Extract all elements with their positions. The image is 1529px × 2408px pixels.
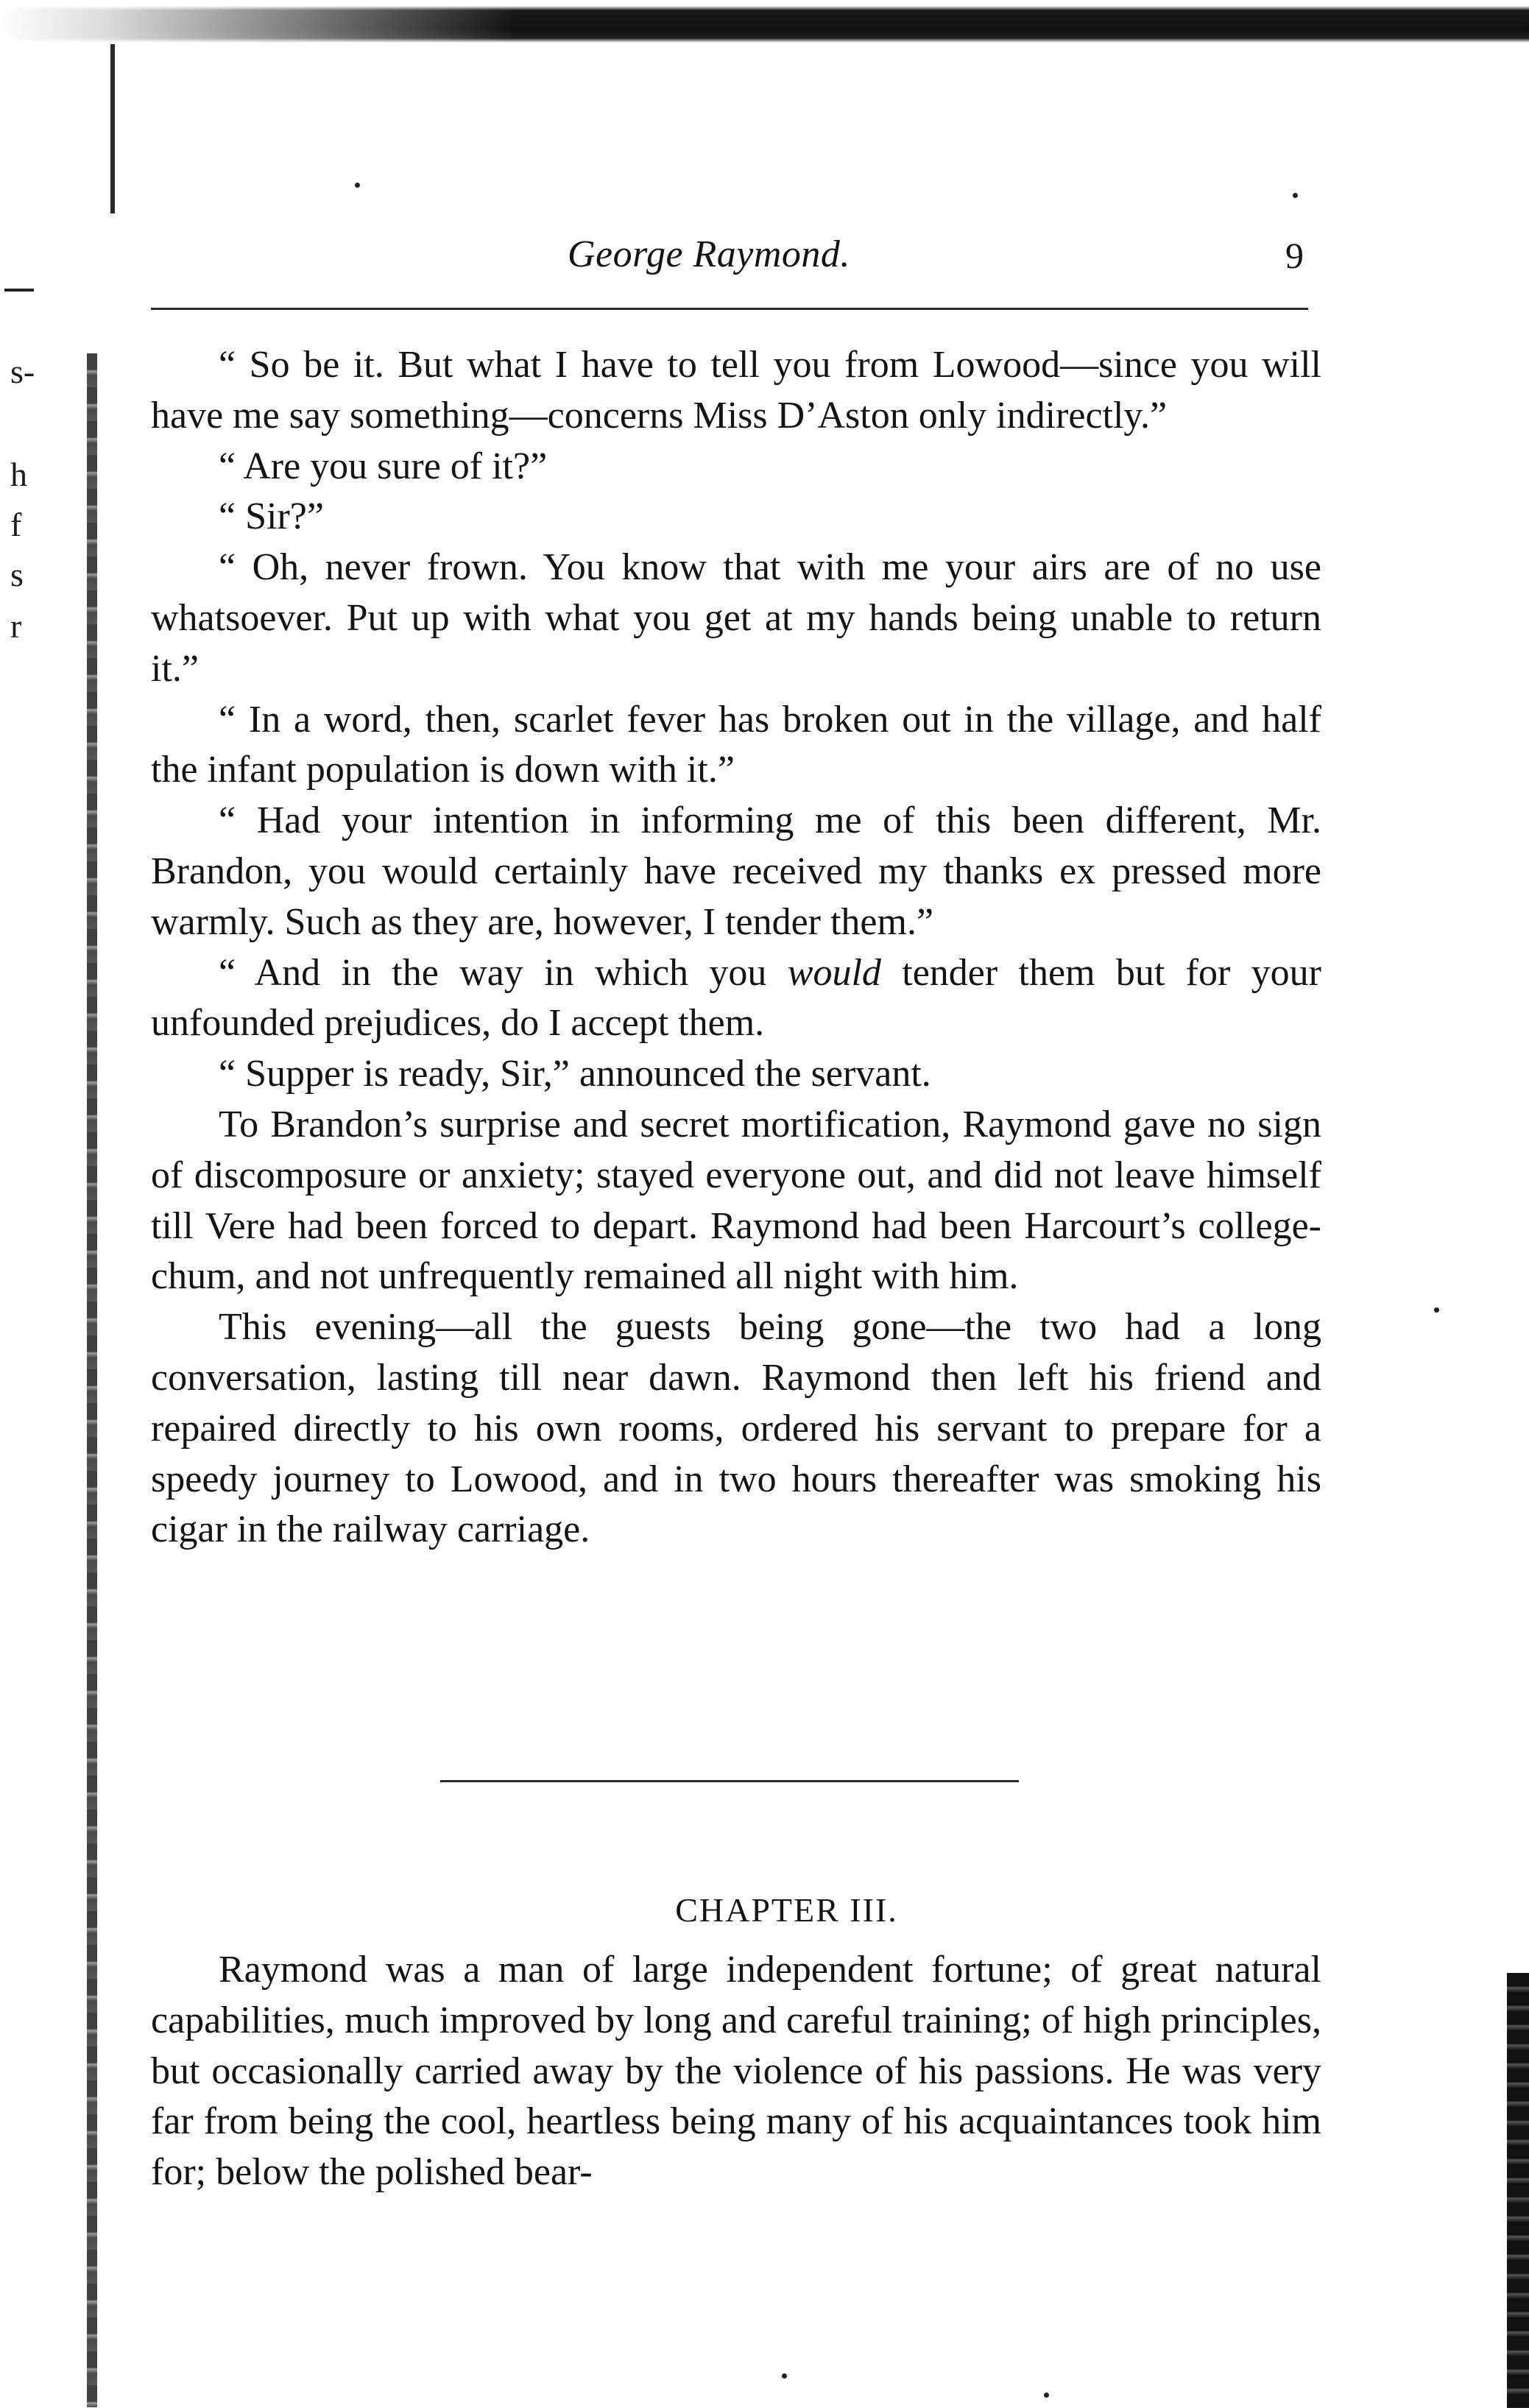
paragraph: “ Sir?” (219, 495, 324, 538)
page-edge-right (1507, 1973, 1529, 2408)
margin-fragment: s (10, 556, 24, 593)
paragraph: Raymond was a man of large independent fortune; of great natural capabilities, much improved by long and careful training; of high principles, but occasionally carried away by the violence of his passions. He was very far from being the cool, heartless being many of his acquaintances took him for; below the polished bear- (151, 1949, 1321, 2194)
paragraph-text: tender them but for your unfounded prejudices, do I accept them. (151, 951, 1321, 1045)
section-rule (440, 1780, 1019, 1782)
scan-speck (355, 183, 360, 188)
emphasis: would (787, 951, 881, 994)
margin-fragment: f (10, 506, 22, 543)
paragraph: “ In a word, then, scarlet fever has broken out in the village, and half the infant population is down with it.” (151, 698, 1321, 791)
paragraph: “ Oh, never frown. You know that with me your airs are of no use whatsoever. Put up with what you get at my hands being unable to return it.” (151, 546, 1321, 690)
margin-fragment: s- (10, 353, 35, 390)
paragraph (151, 948, 1321, 1050)
page-number: 9 (1285, 235, 1304, 276)
scan-speck (1434, 1307, 1439, 1313)
paragraph: “ So be it. But what I have to tell you from Lowood—since you will have me say something—concerns Miss D’Aston only indirectly.” (151, 344, 1321, 437)
scan-speck (1044, 2393, 1049, 2398)
chapter-heading: CHAPTER III. (675, 1891, 898, 1929)
scan-speck (782, 2373, 787, 2379)
margin-dash (4, 289, 34, 292)
paragraph: “ Supper is ready, Sir,” announced the servant. (219, 1053, 931, 1095)
margin-fragment: r (10, 607, 22, 645)
scan-edge-fade (0, 0, 515, 43)
paragraph: “ Had your intention in informing me of this been different, Mr. Brandon, you would certainly have received my thanks ex pressed more warmly. Such as they are, however, I tender them.” (151, 799, 1321, 943)
chapter-text (151, 1945, 1321, 2198)
running-title: George Raymond. (568, 233, 850, 275)
paragraph: This evening—all the guests being gone—the two had a long conversation, lasting till near dawn. Raymond then left his friend and repaired directly to his own rooms, ordered his servant to prepare for a speedy journey to Lowood, and in two hours thereafter was smoking his cigar in the railway carriage. (151, 1306, 1321, 1551)
scan-speck (1293, 193, 1298, 198)
margin-fragment: h (10, 456, 27, 493)
paragraph: To Brandon’s surprise and secret mortification, Raymond gave no sign of discomposure or anxiety; stayed everyone out, and did not leave himself till Vere had been forced to depart. Raymond had been Harcourt’s college-chum, and not unfrequently remained all night with him. (151, 1103, 1321, 1298)
binding-shadow (87, 353, 97, 2407)
body-text (151, 340, 1321, 1556)
binding-shadow-top (110, 44, 115, 213)
header-rule (151, 308, 1308, 310)
paragraph-text: “ And in the way in which you (219, 951, 788, 994)
paragraph: “ Are you sure of it?” (219, 445, 548, 487)
